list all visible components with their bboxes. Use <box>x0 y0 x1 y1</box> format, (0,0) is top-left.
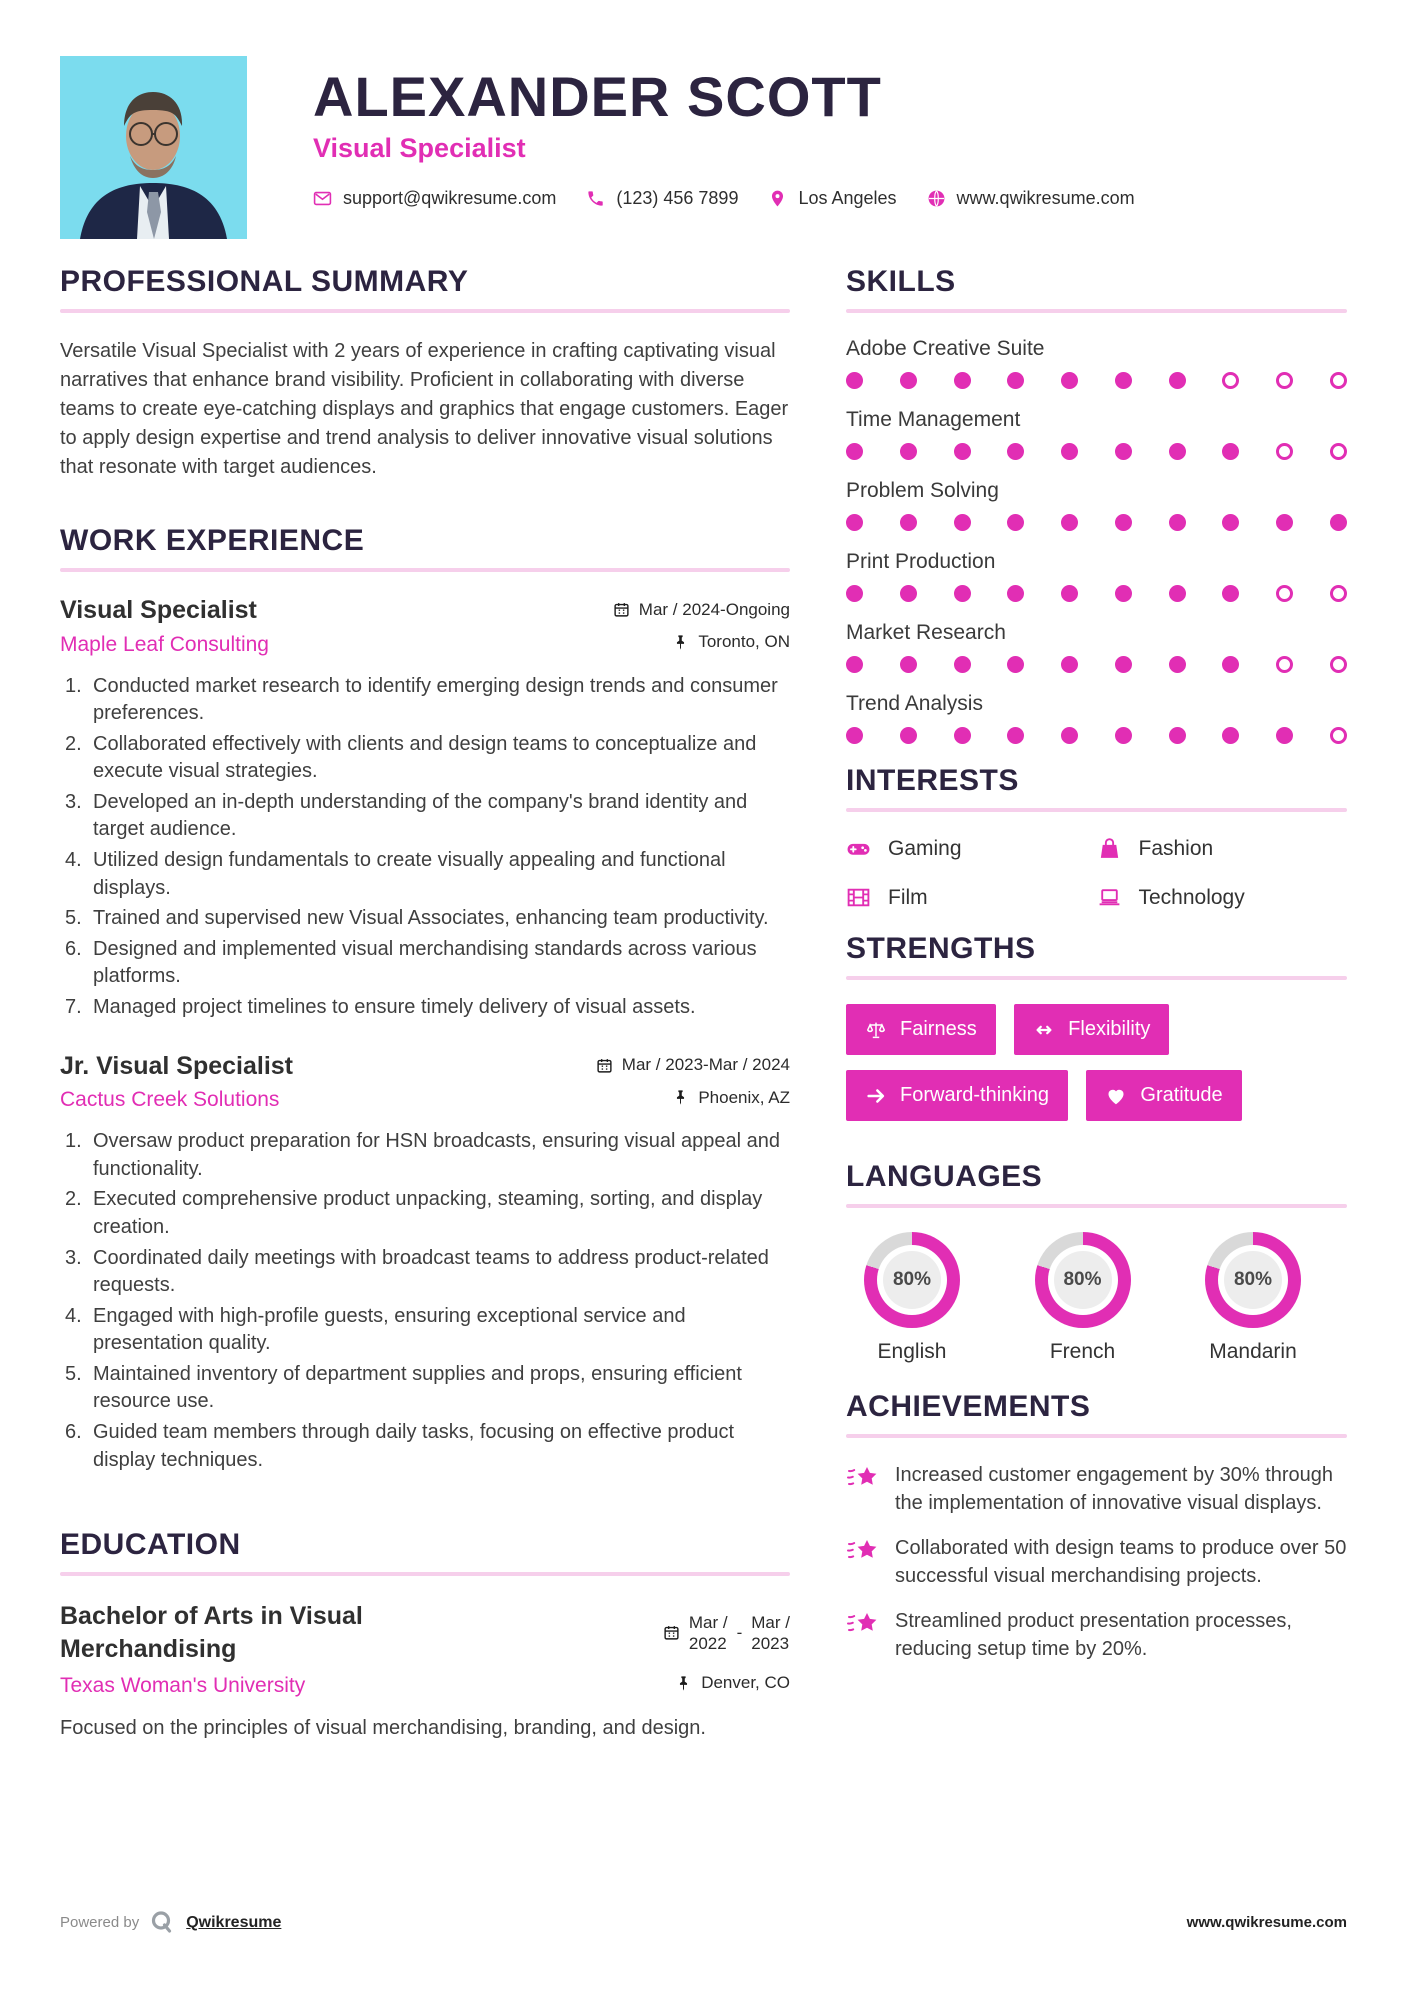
contact-phone <box>586 188 738 209</box>
handbag-icon <box>1097 836 1122 861</box>
section-title-strengths: STRENGTHS <box>846 932 1036 965</box>
interest-label: Gaming <box>888 836 962 860</box>
email-icon <box>313 189 332 208</box>
email-text[interactable]: support@qwikresume.com <box>343 188 557 208</box>
website-text[interactable]: www.qwikresume.com <box>956 188 1135 208</box>
donut-hole <box>877 1245 947 1315</box>
language-donut <box>864 1232 960 1328</box>
strength-fairness <box>846 1004 996 1055</box>
job-bullet: Designed and implemented visual merchandising standards across various platforms. <box>93 937 757 988</box>
profile-photo <box>60 56 247 239</box>
interest-label: Technology <box>1138 885 1245 909</box>
interest-technology <box>1097 885 1348 910</box>
rating-dot-filled <box>846 656 863 673</box>
section-divider <box>846 976 1347 980</box>
language-donut <box>1035 1232 1131 1328</box>
powered-by <box>60 1909 281 1936</box>
section-divider <box>846 1204 1347 1208</box>
skill-row <box>846 692 1347 744</box>
date-part: 2022 <box>688 1633 727 1653</box>
job-bullet: Developed an in-depth understanding of the company's brand identity and target audience. <box>93 790 748 841</box>
job-bullets <box>60 673 790 1022</box>
job-bullet: Oversaw product preparation for HSN broadcasts, ensuring visual appeal and functionality. <box>93 1130 781 1180</box>
skill-rating <box>846 443 1347 460</box>
shooting-star-icon <box>846 1610 880 1663</box>
section-strengths <box>846 932 1347 1136</box>
achievements-list <box>846 1462 1347 1664</box>
rating-dot-filled <box>1061 372 1078 389</box>
rating-dot-filled <box>1061 514 1078 531</box>
rating-dot-filled <box>1222 443 1239 460</box>
skill-label: Trend Analysis <box>846 692 983 715</box>
rating-dot-filled <box>900 443 917 460</box>
rating-dot-filled <box>1222 514 1239 531</box>
rating-dot-filled <box>1169 727 1186 744</box>
date-part: 2023 <box>751 1633 790 1653</box>
interest-label: Film <box>888 885 928 909</box>
rating-dot-filled <box>1276 514 1293 531</box>
language-item <box>846 1232 978 1364</box>
company-name: Cactus Creek Solutions <box>60 1088 280 1112</box>
interest-gaming <box>846 836 1097 861</box>
rating-dot-filled <box>1115 585 1132 602</box>
education-location <box>675 1673 790 1693</box>
interests-grid <box>846 836 1347 910</box>
language-label: Mandarin <box>1209 1340 1297 1363</box>
rating-dot-filled <box>1222 727 1239 744</box>
scales-icon <box>865 1019 887 1041</box>
rating-dot-filled <box>1061 443 1078 460</box>
strength-badges <box>846 1004 1347 1136</box>
job-bullets <box>60 1128 790 1474</box>
section-title-education: EDUCATION <box>60 1528 241 1562</box>
skill-rating <box>846 372 1347 389</box>
language-label: French <box>1049 1340 1116 1363</box>
job-bullet: Collaborated effectively with clients and design teams to conceptualize and execute visual strategies. <box>93 732 757 783</box>
header-info <box>313 56 1135 239</box>
left-column <box>60 265 790 1742</box>
education-location-text: Denver, CO <box>701 1673 790 1693</box>
header <box>60 56 1347 239</box>
right-column <box>846 265 1347 1742</box>
rating-dot-filled <box>954 727 971 744</box>
skill-label: Print Production <box>846 550 996 573</box>
rating-dot-filled <box>900 727 917 744</box>
pushpin-icon <box>675 1675 692 1692</box>
rating-dot-filled <box>1169 585 1186 602</box>
job-location-text: Toronto, ON <box>698 632 790 651</box>
job-date-text: Mar / 2024-Ongoing <box>638 599 790 619</box>
rating-dot-filled <box>846 372 863 389</box>
rating-dot-filled <box>900 372 917 389</box>
film-icon <box>846 885 871 910</box>
content-columns <box>60 265 1347 1742</box>
rating-dot-filled <box>1007 656 1024 673</box>
section-achievements <box>846 1390 1347 1664</box>
rating-dot-filled <box>1222 656 1239 673</box>
powered-by-label: Powered by <box>60 1914 140 1931</box>
job-title: Jr. Visual Specialist <box>60 1051 294 1080</box>
date-end <box>751 1612 790 1655</box>
contact-location <box>768 188 896 209</box>
skill-row <box>846 550 1347 602</box>
job-bullet: Maintained inventory of department supplies and props, ensuring efficient resource use. <box>93 1362 742 1413</box>
skills-list <box>846 337 1347 744</box>
education-date <box>663 1600 790 1665</box>
rating-dot-filled <box>1061 727 1078 744</box>
job-bullet: Engaged with high-profile guests, ensuring exceptional service and presentation quality. <box>93 1304 686 1355</box>
candidate-name: ALEXANDER SCOTT <box>313 65 882 128</box>
candidate-role: Visual Specialist <box>313 133 526 163</box>
rating-dot-empty <box>1222 372 1239 389</box>
skill-row <box>846 621 1347 673</box>
strength-forward-thinking <box>846 1070 1068 1121</box>
rating-dot-filled <box>1007 585 1024 602</box>
skill-rating <box>846 727 1347 744</box>
skill-row <box>846 479 1347 531</box>
achievement-text: Increased customer engagement by 30% through the implementation of innovative visual displays. <box>895 1464 1334 1514</box>
rating-dot-filled <box>1169 656 1186 673</box>
job-bullet: Trained and supervised new Visual Associates, enhancing team productivity. <box>93 907 769 930</box>
strength-label: Forward-thinking <box>900 1084 1049 1106</box>
rating-dot-filled <box>1007 372 1024 389</box>
rating-dot-filled <box>1007 727 1024 744</box>
section-title-skills: SKILLS <box>846 265 956 298</box>
strength-label: Flexibility <box>1068 1018 1151 1040</box>
job-date <box>613 600 790 620</box>
calendar-icon <box>613 601 630 618</box>
section-professional-summary <box>60 265 790 482</box>
job-location <box>672 1088 790 1108</box>
calendar-icon <box>663 1624 680 1641</box>
rating-dot-filled <box>1061 656 1078 673</box>
rating-dot-filled <box>954 443 971 460</box>
rating-dot-filled <box>846 514 863 531</box>
phone-text: (123) 456 7899 <box>616 188 739 208</box>
education-note: Focused on the principles of visual merchandising, branding, and design. <box>60 1716 706 1739</box>
section-title-interests: INTERESTS <box>846 764 1019 797</box>
pushpin-icon <box>672 1089 689 1106</box>
rating-dot-filled <box>954 514 971 531</box>
section-divider <box>846 808 1347 812</box>
section-title-work: WORK EXPERIENCE <box>60 524 365 557</box>
globe-icon <box>927 189 946 208</box>
section-divider <box>60 568 790 572</box>
section-interests <box>846 764 1347 910</box>
rating-dot-filled <box>1169 372 1186 389</box>
date-separator: - <box>736 1622 743 1642</box>
shooting-star-icon <box>846 1464 880 1517</box>
arrow-right-icon <box>865 1085 887 1107</box>
rating-dot-filled <box>900 656 917 673</box>
rating-dot-empty <box>1276 372 1293 389</box>
achievement-item <box>846 1462 1347 1517</box>
languages-list <box>846 1232 1347 1364</box>
language-percent: 80% <box>1054 1251 1112 1309</box>
section-skills <box>846 265 1347 744</box>
rating-dot-filled <box>1276 727 1293 744</box>
heart-icon <box>1105 1085 1127 1107</box>
job-entry-2 <box>60 1052 790 1475</box>
achievement-item <box>846 1535 1347 1590</box>
rating-dot-empty <box>1276 656 1293 673</box>
shooting-star-icon <box>846 1537 880 1590</box>
rating-dot-filled <box>954 585 971 602</box>
job-bullet: Utilized design fundamentals to create visually appealing and functional displays. <box>93 849 726 899</box>
company-name: Maple Leaf Consulting <box>60 632 269 656</box>
donut-hole <box>1218 1245 1288 1315</box>
skill-rating <box>846 585 1347 602</box>
language-percent: 80% <box>883 1251 941 1309</box>
language-percent: 80% <box>1224 1251 1282 1309</box>
job-bullet: Managed project timelines to ensure timely delivery of visual assets. <box>93 996 696 1019</box>
interest-label: Fashion <box>1138 836 1214 860</box>
date-start <box>689 1612 728 1655</box>
skill-rating <box>846 514 1347 531</box>
section-divider <box>846 309 1347 313</box>
job-date-text: Mar / 2023-Mar / 2024 <box>621 1055 790 1075</box>
rating-dot-filled <box>1222 585 1239 602</box>
job-bullet: Guided team members through daily tasks, focusing on effective product display techniques. <box>93 1421 735 1471</box>
rating-dot-filled <box>1169 514 1186 531</box>
pushpin-icon <box>672 634 689 651</box>
job-entry-1 <box>60 596 790 1022</box>
phone-icon <box>586 189 605 208</box>
strength-label: Fairness <box>900 1018 977 1040</box>
rating-dot-filled <box>1061 585 1078 602</box>
rating-dot-filled <box>1115 372 1132 389</box>
degree-name: Bachelor of Arts in Visual Merchandising <box>60 1602 363 1663</box>
location-text: Los Angeles <box>798 188 897 208</box>
rating-dot-empty <box>1276 443 1293 460</box>
section-languages <box>846 1160 1347 1364</box>
interest-fashion <box>1097 836 1348 861</box>
job-bullet: Executed comprehensive product unpacking, steaming, sorting, and display creation. <box>93 1188 763 1238</box>
job-bullet: Coordinated daily meetings with broadcast teams to address product-related requests. <box>93 1246 769 1297</box>
rating-dot-empty <box>1330 585 1347 602</box>
job-location <box>672 632 790 652</box>
achievement-text: Streamlined product presentation processes, reducing setup time by 20%. <box>895 1610 1292 1660</box>
achievement-item <box>846 1608 1347 1663</box>
rating-dot-filled <box>846 585 863 602</box>
section-title-summary: PROFESSIONAL SUMMARY <box>60 265 469 298</box>
donut-hole <box>1048 1245 1118 1315</box>
calendar-icon <box>596 1057 613 1074</box>
skill-rating <box>846 656 1347 673</box>
rating-dot-filled <box>1007 443 1024 460</box>
location-pin-icon <box>768 189 787 208</box>
qwikresume-logo-icon <box>149 1909 176 1936</box>
strength-flexibility <box>1014 1004 1169 1055</box>
footer-website-link[interactable]: www.qwikresume.com <box>1186 1914 1347 1931</box>
date-part: Mar / <box>751 1612 790 1632</box>
contact-email[interactable] <box>313 188 556 209</box>
language-donut <box>1205 1232 1301 1328</box>
rating-dot-empty <box>1276 585 1293 602</box>
section-title-languages: LANGUAGES <box>846 1160 1043 1193</box>
section-work-experience <box>60 524 790 1474</box>
rating-dot-filled <box>900 514 917 531</box>
job-title: Visual Specialist <box>60 596 257 624</box>
rating-dot-filled <box>1115 727 1132 744</box>
skill-label: Adobe Creative Suite <box>846 337 1045 360</box>
rating-dot-empty <box>1330 656 1347 673</box>
interest-film <box>846 885 1097 910</box>
section-divider <box>60 1572 790 1576</box>
rating-dot-empty <box>1330 727 1347 744</box>
rating-dot-empty <box>1330 372 1347 389</box>
rating-dot-filled <box>1115 514 1132 531</box>
rating-dot-filled <box>900 585 917 602</box>
gamepad-icon <box>846 836 871 861</box>
section-divider <box>60 309 790 313</box>
contact-row <box>313 188 1135 209</box>
strength-label: Gratitude <box>1140 1084 1223 1106</box>
school-name: Texas Woman's University <box>60 1673 306 1697</box>
skill-label: Market Research <box>846 621 1006 644</box>
section-divider <box>846 1434 1347 1438</box>
contact-website[interactable] <box>927 188 1135 209</box>
language-item <box>1017 1232 1149 1364</box>
rating-dot-empty <box>1330 443 1347 460</box>
rating-dot-filled <box>846 443 863 460</box>
skill-row <box>846 337 1347 389</box>
summary-text: Versatile Visual Specialist with 2 years of experience in crafting captivating visual narratives that enhance brand visibility. Proficient in collaborating with diverse teams to create eye-catching displays and graphics that engage customers. Eager to apply design expertise and trend analysis to deliver innovative visual solutions that resonate with target audiences. <box>60 340 789 478</box>
rating-dot-filled <box>846 727 863 744</box>
section-title-achievements: ACHIEVEMENTS <box>846 1390 1091 1423</box>
rating-dot-filled <box>954 372 971 389</box>
rating-dot-filled <box>954 656 971 673</box>
laptop-icon <box>1097 885 1122 910</box>
language-label: English <box>877 1340 947 1363</box>
brand-link[interactable]: Qwikresume <box>186 1913 282 1931</box>
achievement-text: Collaborated with design teams to produce over 50 successful visual merchandising projects. <box>895 1537 1347 1587</box>
section-education <box>60 1528 790 1742</box>
rating-dot-filled <box>1115 443 1132 460</box>
footer <box>60 1909 1347 1936</box>
date-part: Mar / <box>688 1612 728 1632</box>
rating-dot-filled <box>1169 443 1186 460</box>
arrows-left-right-icon <box>1033 1019 1055 1041</box>
language-item <box>1187 1232 1319 1364</box>
skill-label: Time Management <box>846 408 1021 431</box>
strength-gratitude <box>1086 1070 1241 1121</box>
job-bullet: Conducted market research to identify emerging design trends and consumer preferences. <box>93 674 778 725</box>
job-date <box>596 1055 790 1075</box>
rating-dot-filled <box>1330 514 1347 531</box>
job-location-text: Phoenix, AZ <box>698 1087 790 1107</box>
rating-dot-filled <box>1007 514 1024 531</box>
skill-label: Problem Solving <box>846 479 999 502</box>
rating-dot-filled <box>1115 656 1132 673</box>
skill-row <box>846 408 1347 460</box>
